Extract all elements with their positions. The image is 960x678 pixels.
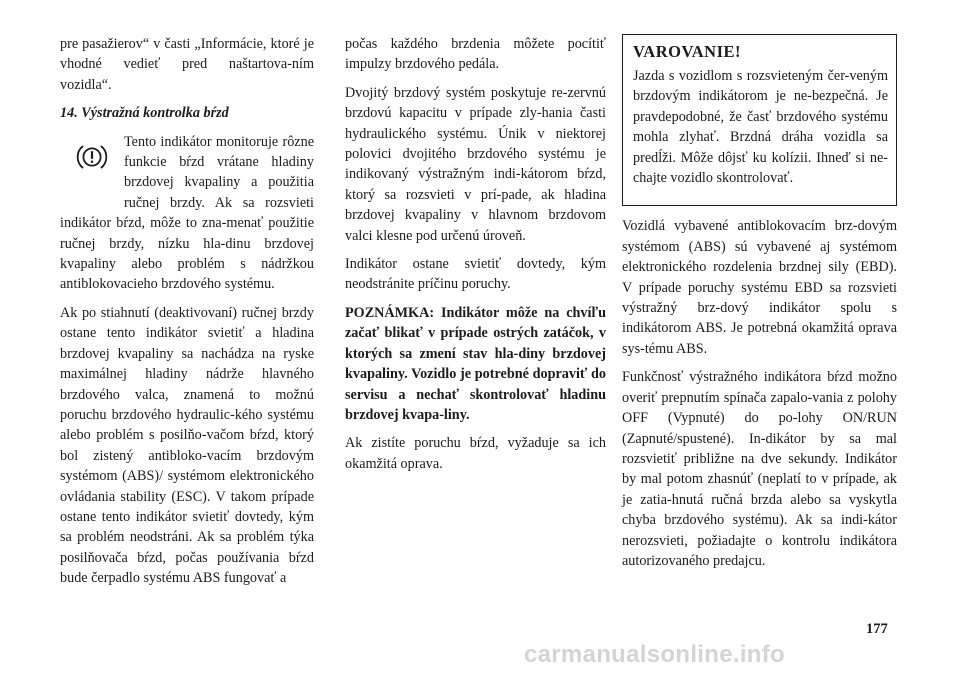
paragraph-pulses: počas každého brzdenia môžete pocítiť impulzy brzdového pedála.	[345, 36, 606, 73]
brake-indicator-block	[60, 132, 314, 303]
paragraph-indicator: Tento indikátor monitoruje rôzne funkcie bŕzd vrátane hladiny brzdovej kvapaliny a použitia ručnej brzdy. Ak sa rozsvieti indikátor bŕzd, môže to zna-menať použitie ručnej brzdy, nízku hla-dinu brzdovej kvapaliny alebo problém s nádržkou antiblokovacieho brzdového systému.	[60, 133, 314, 293]
brake-warning-icon-svg	[74, 142, 110, 172]
brake-warning-icon	[60, 132, 124, 212]
paragraph-repair: Ak zistíte poruchu bŕzd, vyžaduje sa ich okamžitá oprava.	[345, 435, 606, 472]
paragraph-intro: pre pasažierov“ v časti „Informácie, ktoré je vhodné vedieť pred naštartova-ním vozidla“.	[60, 36, 314, 93]
paragraph-stays-on: Indikátor ostane svietiť dovtedy, kým neodstránite príčinu poruchy.	[345, 256, 606, 293]
paragraph-dual-system: Dvojitý brzdový systém poskytuje re-zervnú brzdovú kapacitu v prípade zly-hania časti hydraulického systému. Únik v niektorej polovici dvojitého brzdového systému je indikovaný výstražným indi-kátorom bŕzd, ktorý sa rozsvieti v prí-pade, ak hladina brzdovej kvapaliny v hlavnom brzdovom valci klesne pod určenú úroveň.	[345, 84, 606, 244]
warning-text: Jazda s vozidlom s rozsvieteným čer-veným brzdovým indikátorom je ne-bezpečná. Je pravdepodobné, že časť brzdového systému mohla zlyhať. Brzdná dráha vozidla sa predĺži. Môže dôjsť ku kolízii. Ihneď si ne-chajte vozidlo skontrolovať.	[633, 68, 888, 187]
warning-box	[622, 34, 897, 206]
warning-title: VAROVANIE!	[633, 42, 741, 61]
section-heading: 14. Výstražná kontrolka bŕzd	[60, 105, 229, 122]
paragraph-release: Ak po stiahnutí (deaktivovaní) ručnej brzdy ostane tento indikátor svietiť a hladina brzdovej kvapaliny sa nachádza na ryske maximálnej hladiny nádrže hlavného brzdového valca, znamená to možnú poruchu brzdového hydraulic-kého systému alebo problém s posilňo-vačom bŕzd, ktorý bol zistený antibloko-vacím brzdovým systémom (ABS)/ systémom elektronického ovládania stability (ESC). V takom prípade ostane tento indikátor svietiť dovtedy, kým sa problém neodstráni. Ak sa problém týka posilňovača bŕzd, počas používania bŕzd bude čerpadlo systému ABS fungovať a	[60, 304, 314, 587]
page-number: 177	[866, 621, 888, 637]
column-right	[622, 34, 897, 579]
paragraph-indicator-check: Funkčnosť výstražného indikátora bŕzd možno overiť prepnutím spínača zapalo-vania z polohy OFF (Vypnuté) do po-lohy ON/RUN (Zapnuté/spustené). In-dikátor by sa mal rozsvietiť približne na dve sekundy. Indikátor by mal potom zhasnúť (neplatí to v prípade, ak je zatia-hnutá ručná brzda alebo sa vyskytla chyba brzdového systému). Ak sa indi-kátor nerozsvieti, požiadajte o kontrolu indikátora autorizovaného predajcu.	[622, 369, 897, 569]
note-paragraph: POZNÁMKA: Indikátor môže na chvíľu začať blikať v prípade ostrých zatáčok, v ktorých sa zmení stav hla-diny brzdovej kvapaliny. Vozidlo je potrebné dopraviť do servisu a nechať skontrolovať hladinu brzdovej kvapa-liny.	[345, 304, 606, 423]
column-middle	[345, 34, 606, 482]
column-left	[60, 34, 314, 597]
paragraph-ebd: Vozidlá vybavené antiblokovacím brz-dovým systémom (ABS) sú vybavené aj systémom elektronického rozdelenia brzdnej sily (EBD). V prípade poruchy systému EBD sa rozsvieti výstražný brz-dový indikátor spolu s indikátorom ABS. Je potrebná okamžitá oprava sys-tému ABS.	[622, 218, 897, 357]
watermark: carmanualsonline.info	[524, 641, 786, 668]
